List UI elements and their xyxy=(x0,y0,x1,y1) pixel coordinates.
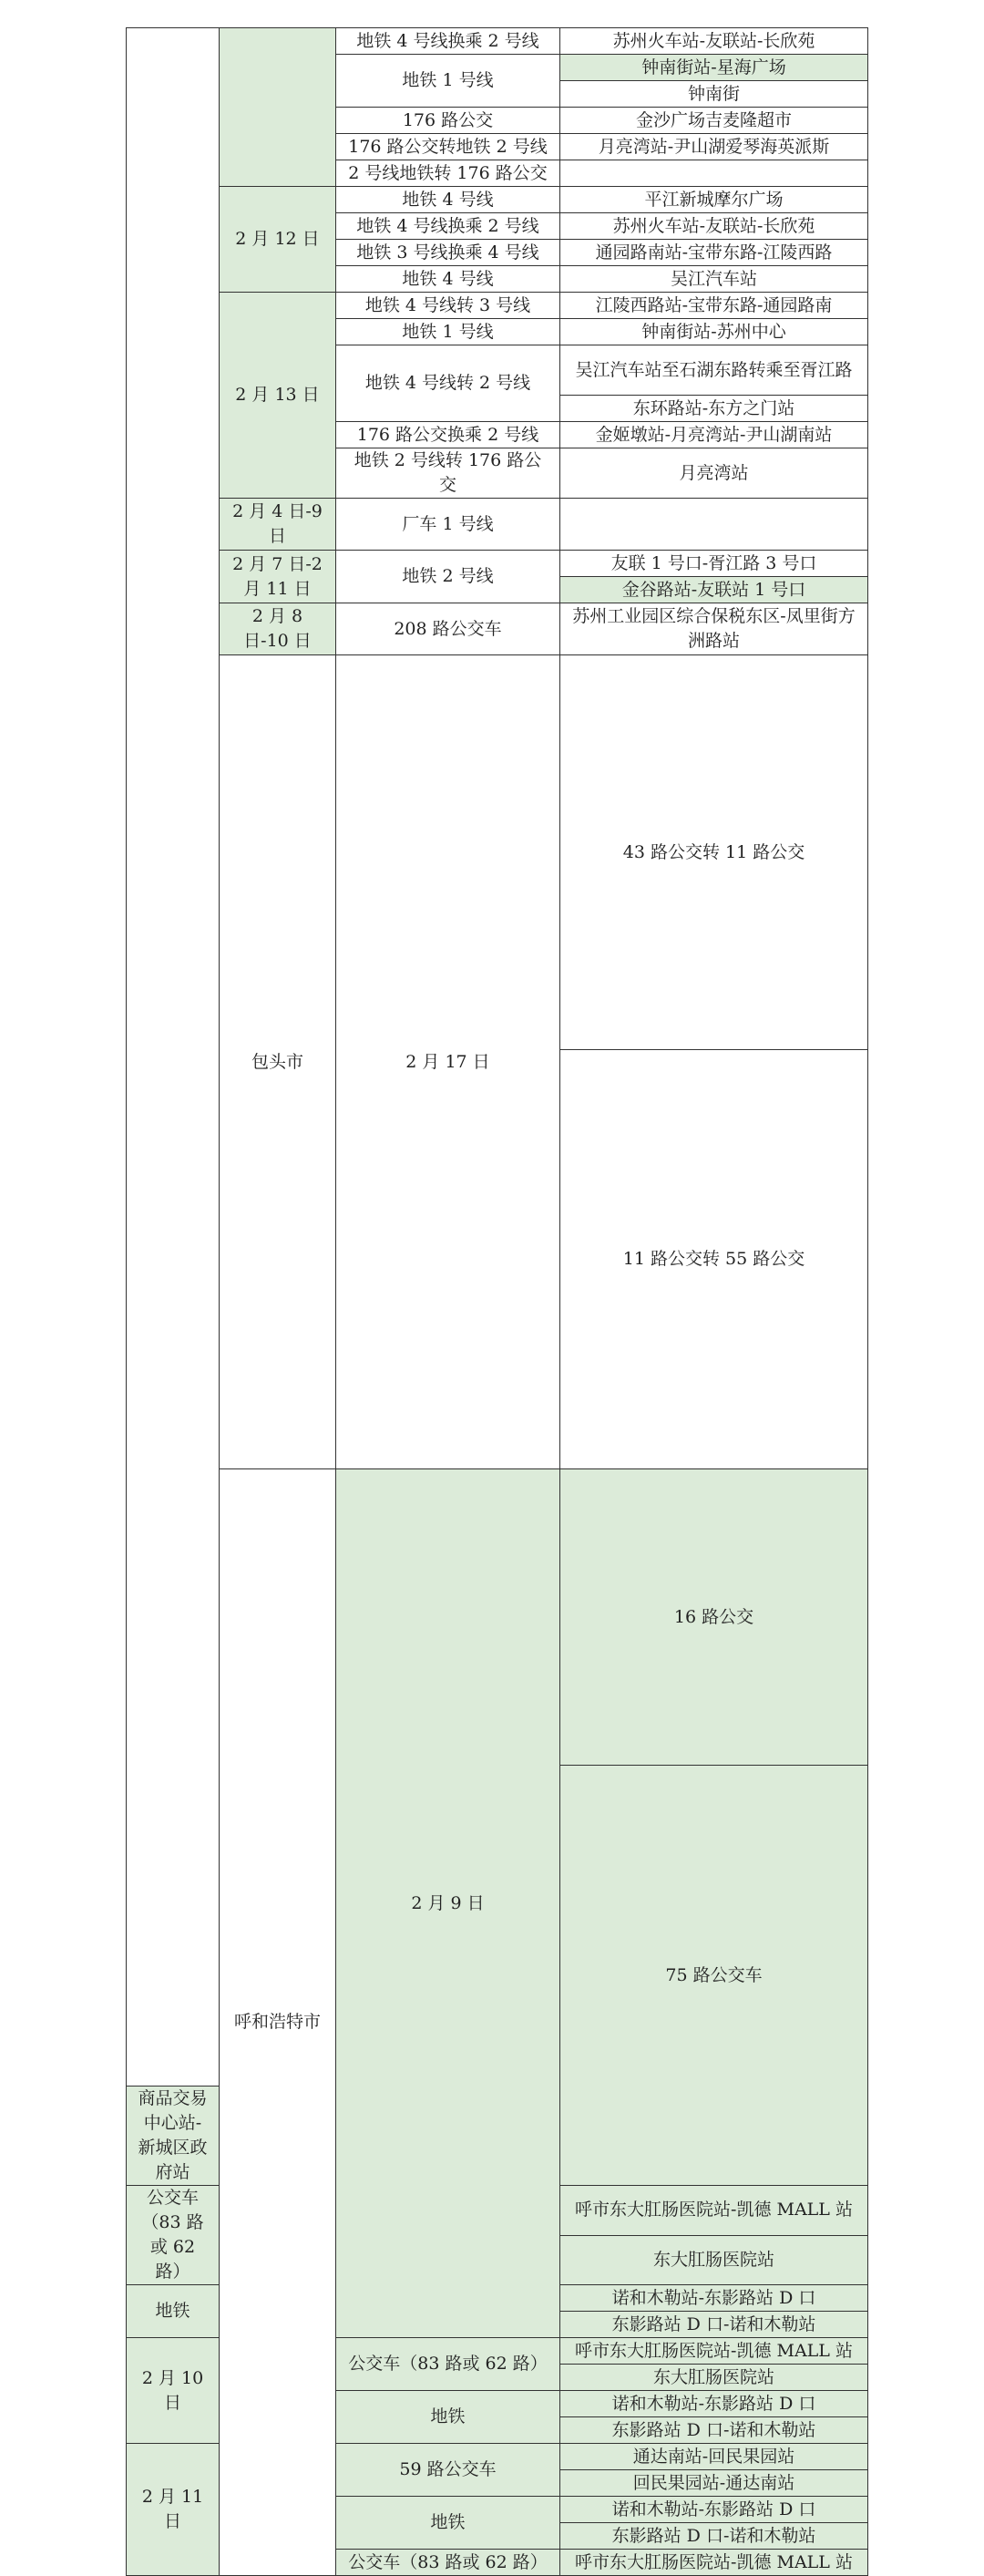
station-cell: 诺和木勒站-东影路站 D 口 xyxy=(560,2285,868,2312)
table-row xyxy=(127,28,868,55)
route-table xyxy=(126,27,868,2576)
route-cell: 地铁 4 号线换乘 2 号线 xyxy=(336,28,560,55)
city-cell: 呼和浩特市 xyxy=(220,1469,336,2576)
route-cell: 地铁 4 号线转 3 号线 xyxy=(336,293,560,319)
station-cell: 通达南站-回民果园站 xyxy=(560,2444,868,2470)
route-cell: 地铁 2 号线转 176 路公交 xyxy=(336,448,560,499)
route-cell: 16 路公交 xyxy=(560,1469,868,1766)
date-cell: 2 月 4 日-9 日 xyxy=(220,499,336,551)
station-cell: 金沙广场吉麦隆超市 xyxy=(560,108,868,134)
date-cell xyxy=(220,28,336,187)
date-cell: 2 月 17 日 xyxy=(336,655,560,1469)
station-cell: 诺和木勒站-东影路站 D 口 xyxy=(560,2391,868,2417)
station-cell: 钟南街 xyxy=(560,81,868,108)
station-cell: 商品交易中心站-新城区政府站 xyxy=(127,2087,220,2186)
route-cell: 地铁 4 号线转 2 号线 xyxy=(336,345,560,422)
date-cell: 2 月 13 日 xyxy=(220,293,336,499)
station-cell: 诺和木勒站-东影路站 D 口 xyxy=(560,2497,868,2523)
date-cell: 2 月 11 日 xyxy=(127,2444,220,2576)
route-cell: 地铁 4 号线换乘 2 号线 xyxy=(336,213,560,240)
route-cell: 公交车（83 路或 62 路） xyxy=(336,2338,560,2391)
station-cell: 东环路站-东方之门站 xyxy=(560,396,868,422)
station-cell: 钟南街站-苏州中心 xyxy=(560,319,868,345)
date-cell: 2 月 10 日 xyxy=(127,2338,220,2444)
route-cell: 地铁 xyxy=(127,2285,220,2338)
route-cell: 176 路公交 xyxy=(336,108,560,134)
station-cell: 通园路南站-宝带东路-江陵西路 xyxy=(560,240,868,266)
route-cell: 地铁 xyxy=(336,2391,560,2444)
route-cell: 地铁 4 号线 xyxy=(336,187,560,213)
table-row xyxy=(127,655,868,1050)
station-cell: 苏州火车站-友联站-长欣苑 xyxy=(560,28,868,55)
date-cell: 2 月 7 日-2 月 11 日 xyxy=(220,551,336,603)
route-cell: 地铁 1 号线 xyxy=(336,319,560,345)
table-row xyxy=(127,603,868,655)
route-cell: 公交车（83 路或 62 路） xyxy=(336,2550,560,2576)
route-cell: 地铁 2 号线 xyxy=(336,551,560,603)
route-cell: 59 路公交车 xyxy=(336,2444,560,2497)
station-cell: 东影路站 D 口-诺和木勒站 xyxy=(560,2417,868,2444)
station-cell: 苏州火车站-友联站-长欣苑 xyxy=(560,213,868,240)
station-cell: 呼市东大肛肠医院站-凯德 MALL 站 xyxy=(560,2186,868,2236)
station-cell: 钟南街站-星海广场 xyxy=(560,55,868,81)
table-row xyxy=(127,187,868,213)
date-cell: 2 月 9 日 xyxy=(336,1469,560,2338)
table-row xyxy=(127,551,868,577)
table-row xyxy=(127,293,868,319)
station-cell: 金姬墩站-月亮湾站-尹山湖南站 xyxy=(560,422,868,448)
station-cell: 回民果园站-通达南站 xyxy=(560,2470,868,2497)
station-cell: 月亮湾站-尹山湖爱琴海英派斯 xyxy=(560,134,868,160)
station-cell: 金谷路站-友联站 1 号口 xyxy=(560,577,868,603)
table-row xyxy=(127,499,868,551)
station-cell: 吴江汽车站 xyxy=(560,266,868,293)
station-cell: 友联 1 号口-胥江路 3 号口 xyxy=(560,551,868,577)
route-cell: 厂车 1 号线 xyxy=(336,499,560,551)
station-cell xyxy=(560,160,868,187)
route-cell: 11 路公交转 55 路公交 xyxy=(560,1050,868,1469)
station-cell: 江陵西路站-宝带东路-通园路南 xyxy=(560,293,868,319)
route-cell: 208 路公交车 xyxy=(336,603,560,655)
date-cell: 2 月 8 日-10 日 xyxy=(220,603,336,655)
station-cell xyxy=(560,499,868,551)
station-cell: 平江新城摩尔广场 xyxy=(560,187,868,213)
city-cell xyxy=(127,28,220,2087)
route-cell: 176 路公交换乘 2 号线 xyxy=(336,422,560,448)
route-cell: 地铁 1 号线 xyxy=(336,55,560,108)
route-cell: 地铁 4 号线 xyxy=(336,266,560,293)
route-cell: 公交车（83 路或 62 路） xyxy=(127,2186,220,2285)
station-cell: 东大肛肠医院站 xyxy=(560,2235,868,2285)
city-cell: 包头市 xyxy=(220,655,336,1469)
route-cell: 75 路公交车 xyxy=(560,1766,868,2186)
station-cell: 月亮湾站 xyxy=(560,448,868,499)
route-cell: 地铁 xyxy=(336,2497,560,2550)
station-cell: 东影路站 D 口-诺和木勒站 xyxy=(560,2312,868,2338)
route-cell: 2 号线地铁转 176 路公交 xyxy=(336,160,560,187)
station-cell: 东大肛肠医院站 xyxy=(560,2365,868,2391)
station-cell: 吴江汽车站至石湖东路转乘至胥江路 xyxy=(560,345,868,396)
station-cell: 呼市东大肛肠医院站-凯德 MALL 站 xyxy=(560,2550,868,2576)
route-cell: 176 路公交转地铁 2 号线 xyxy=(336,134,560,160)
station-cell: 呼市东大肛肠医院站-凯德 MALL 站 xyxy=(560,2338,868,2365)
date-cell: 2 月 12 日 xyxy=(220,187,336,293)
table-row xyxy=(127,1469,868,1766)
route-cell: 地铁 3 号线换乘 4 号线 xyxy=(336,240,560,266)
station-cell: 苏州工业园区综合保税东区-凤里街方洲路站 xyxy=(560,603,868,655)
route-cell: 43 路公交转 11 路公交 xyxy=(560,655,868,1050)
station-cell: 东影路站 D 口-诺和木勒站 xyxy=(560,2523,868,2550)
